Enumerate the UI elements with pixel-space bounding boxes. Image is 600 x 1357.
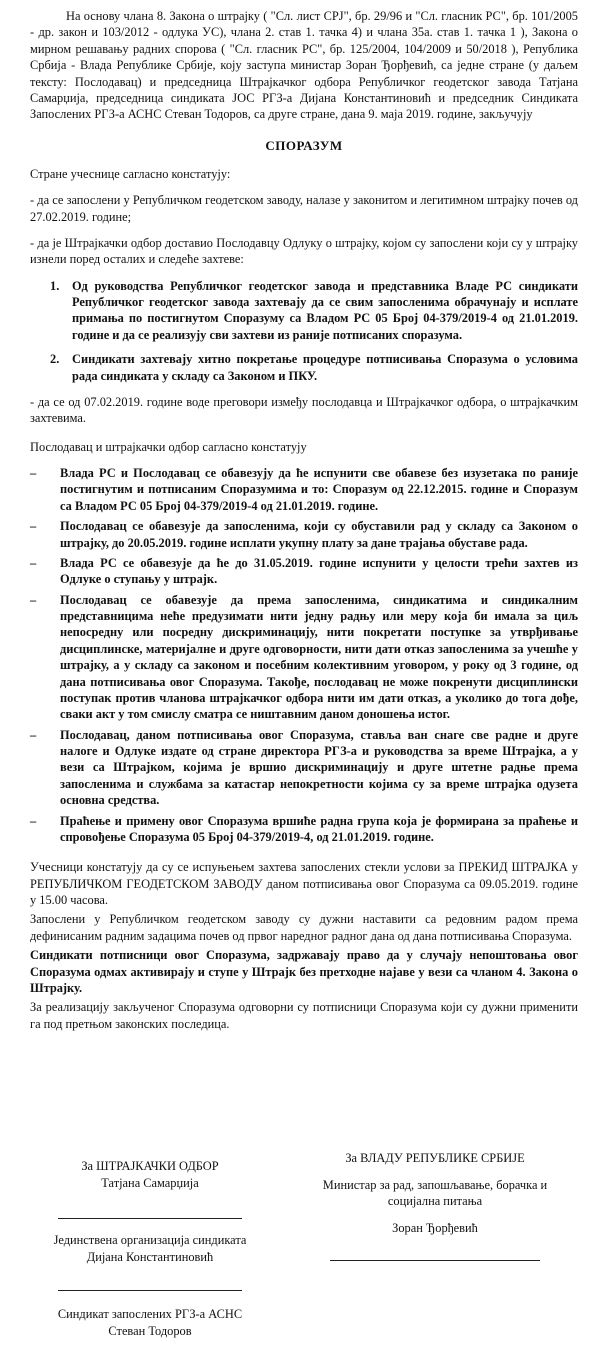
signature-org: За ВЛАДУ РЕПУБЛИКЕ СРБИЈЕ: [345, 1151, 525, 1165]
paragraph-right-to-strike: Синдикати потписници овог Споразума, задржавају право да у случају непоштовања овог Споразума одмах активирају и ступе у Штрајк без претходне најаве у вези са чланом 4. Закона о Штрајку.: [30, 948, 578, 995]
signature-org: Јединствена организација синдиката: [53, 1233, 247, 1247]
paragraph-strike-legal: - да се запослени у Републичком геодетском заводу, налазе у законитом и легитимном штрајку почев од 27.02.2019. године;: [30, 193, 578, 224]
obligation-item: – Послодавац се обавезује да према запосленима, синдикатима и синдикалним представницима неће предузимати нити једну радњу или меру која би имала за циљ непосредну или посредну дискриминацију, нити покретати поступке за утврђивање дисциплинске, материјалне и друге одговорности, нити дати отказ запосленима за учешће у штрајку, а у складу са законом и посебним колективним уговором, у року од 3 године, од дана потписивања овог Споразума. Такође, послодавац не може покренути дисциплински поступак против чланова штрајкачког одбора нити им дати отказ, а уколико до тога дође, сваки акт у том смислу сматра се ништавним даном доношења истог.: [30, 592, 578, 722]
paragraph-resume-work: Запослени у Републичком геодетском заводу су дужни наставити са редовним радом према дефинисаним радним задацима почев од првог наредног радног дана од дана потписивања Споразума.: [30, 912, 578, 943]
signature-line: [330, 1260, 540, 1261]
intro-paragraph: На основу члана 8. Закона о штрајку ( "Сл. лист СРЈ", бр. 29/96 и "Сл. гласник РС", бр. 101/2005 - др. закон и 103/2012 - одлука УС), члана 2. став 1. тачка 4) и члана 35а. став 1. тачка 1 ), Закона о мирном решавању радних спорова ( "Сл. гласник РС", бр. 125/2004, 104/2009 и 50/2018 ), Република Србија - Влада Републике Србије, коју заступа министар Зоран Ђорђевић, са једне стране (у даљем тексту: Послодавац) и председница Штрајкачког одбора Републичког геодетског завода Татјана Самарџија, председница синдиката ЈОС РГЗ-а Дијана Константиновић и председник Синдиката Запослених РГЗ-а АСНС Стеван Тодоров, са друге стране, дана 9. маја 2019. године, закључују: [30, 9, 578, 122]
signature-name: Татјана Самарџија: [101, 1175, 199, 1190]
demand-item: [50, 278, 578, 344]
demand-text: Синдикати захтевају хитно покретање процедуре потписивања Споразума о условима рада синдиката у складу са Законом и ПКУ.: [72, 352, 578, 383]
signature-name: Дијана Константиновић: [86, 1249, 214, 1264]
signature-block-strike-committee: [60, 1158, 240, 1191]
demand-number: 1.: [50, 278, 60, 293]
demand-number: 2.: [50, 352, 60, 367]
obligation-item: – Влада РС се обавезује да ће до 31.05.2019. године испунити у целости трећи захтев из Одлуке о ступању у штрајк.: [30, 555, 578, 587]
signature-block-jos: [40, 1232, 260, 1265]
paragraph-strike-end: Учесници констатују да су се испуњењем захтева запослених стекли услови за ПРЕКИД ШТРАЈКА у РЕПУБЛИЧКОМ ГЕОДЕТСКОМ ЗАВОДУ даном потписивања овог Споразума са 09.05.2019. године у 15.00 часова.: [30, 860, 578, 908]
obligations-list: [30, 465, 578, 845]
signature-title: Министар за рад, запошљавање, борачка и: [322, 1177, 548, 1192]
signature-org: Синдикат запослених РГЗ-а АСНС: [57, 1307, 243, 1321]
obligation-item: – Праћење и примену овог Споразума вршиће радна група која је формирана за праћење и спровођење Споразума 05 Број 04-379/2019-4, од 21.01.2019. године.: [30, 813, 578, 844]
signature-block-asns: [40, 1306, 260, 1339]
paragraph-negotiations: - да се од 07.02.2019. године воде преговори између послодавца и Штрајкачког одбора, о штрајкачким захтевима.: [30, 394, 578, 426]
obligation-item: – Влада РС и Послодавац се обавезују да ће испунити све обавезе без изузетака по раније постигнутим и потписаним Споразумима и то: Споразум од 22.12.2015. године и Споразум са Владом РС 05 Број 04-379/2019-4 од 21.01.2019. године.: [30, 466, 578, 513]
paragraph-employer-agree: Послодавац и штрајкачки одбор сагласно констатују: [30, 439, 307, 454]
signature-line: [58, 1290, 242, 1291]
obligation-item: – Послодавац, даном потписивања овог Споразума, ставља ван снаге све радне и друге налоге и Одлуке издате од стране директора РГЗ-а и руководства за време Штрајка, а у вези са Штрајком, којима је вршио дискриминацију и друге штетне радње према запосленима и службама за катастар непокретности којима су за време штрајка одузета основна средства.: [30, 727, 578, 808]
demands-list: [30, 278, 578, 384]
paragraph-demands-intro: - да је Штрајкачки одбор доставио Послодавцу Одлуку о штрајку, којом су запослени који су у штрајку изнели поред осталих и следеће захтеве:: [30, 235, 578, 267]
demand-text: Од руководства Републичког геодетског завода и представника Владе РС синдикати Републичког геодетског завода захтевају да се свим запосленима обрачунају и исплате примања по постигнутом Споразуму са Владом РС 05 Број 04-379/2019-4 од 21.01.2019. године и да се реализују сви захтеви из раније потписаних споразума.: [72, 278, 578, 342]
obligation-item: – Послодавац се обавезује да запосленима, који су обуставили рад у складу са Законом о штрајку, до 20.05.2019. године исплати укупну плату за дане трајања обуставе рада.: [30, 519, 578, 550]
signature-block-government: [300, 1150, 570, 1237]
signature-org: За ШТРАЈКАЧКИ ОДБОР: [81, 1159, 219, 1173]
signature-name: Стеван Тодоров: [108, 1323, 192, 1338]
document-title: СПОРАЗУМ: [265, 137, 343, 153]
demand-item: [50, 351, 578, 384]
paragraph-responsibility: За реализацију закљученог Споразума одговорни су потписници Споразума који су дужни применити га под претњом законских последица.: [30, 1000, 578, 1031]
paragraph-parties-state: Стране учеснице сагласно констатују:: [30, 166, 231, 181]
signature-name: Зоран Ђорђевић: [392, 1221, 478, 1236]
signature-title: социјална питања: [387, 1194, 483, 1209]
signature-line: [58, 1218, 242, 1219]
